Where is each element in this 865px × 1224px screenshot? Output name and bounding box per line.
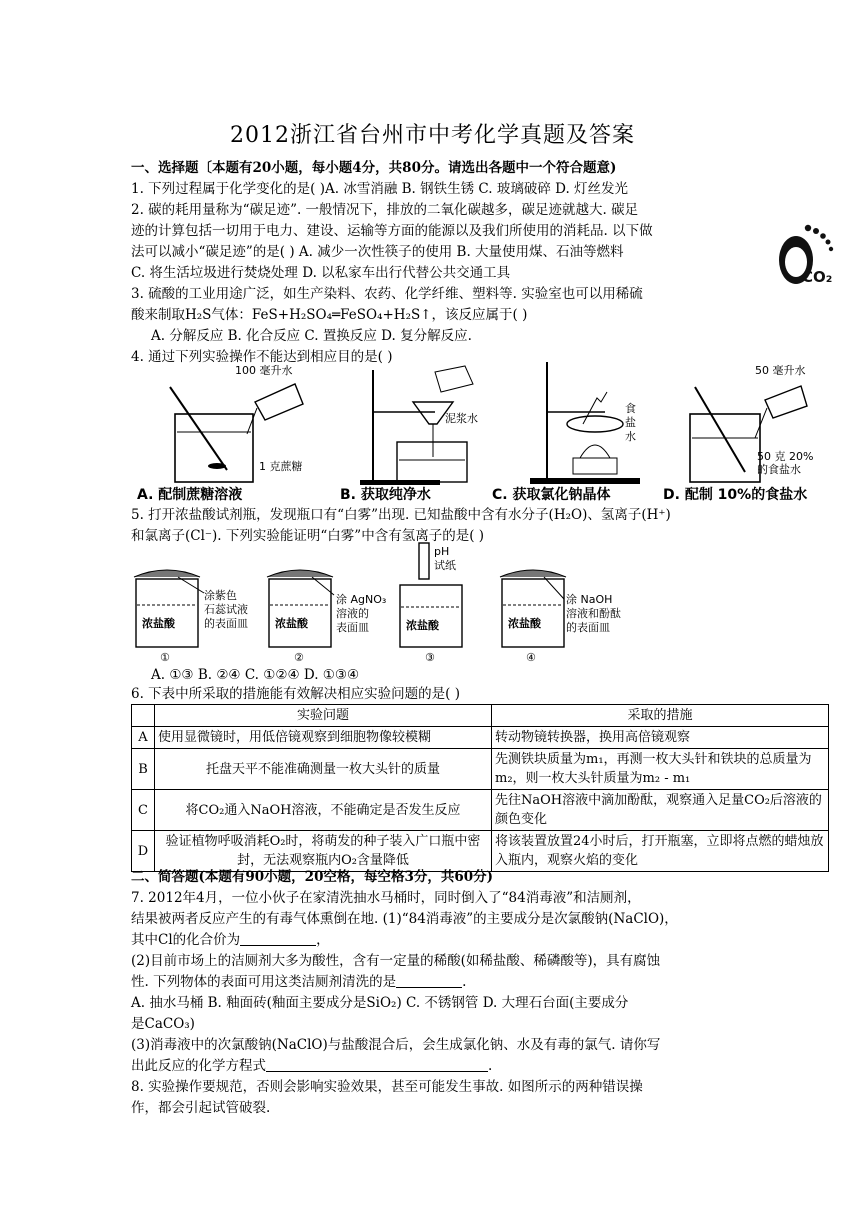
question-3-line-1: 3. 硫酸的工业用途广泛，如生产染料、农药、化学纤维、塑料等. 实验室也可以用稀硫: [131, 286, 643, 302]
beaker-2-number: ②: [294, 651, 304, 664]
question-6-stem: 6. 下表中所采取的措施能有效解决相应实验问题的是( ): [131, 686, 460, 702]
question-7-line-8: (3)消毒液中的次氯酸钠(NaClO)与盐酸混合后，会生成氯化钠、水及有毒的氯气. 请你写: [131, 1037, 661, 1053]
row-key: A: [132, 727, 155, 749]
dish-4-label-2: 溶液和酚酞: [566, 607, 621, 620]
beaker-2: [267, 570, 386, 664]
dish-2-label-2: 溶液的: [336, 607, 369, 620]
beaker-4-label: 浓盐酸: [508, 617, 541, 630]
beaker-4: [500, 570, 621, 664]
question-7-line-1: 7. 2012年4月，一位小伙子在家清洗抽水马桶时，同时倒入了“84消毒液”和洁厕剂，: [131, 890, 641, 906]
table-row: [132, 790, 829, 831]
table-header-row: [132, 705, 829, 727]
beaker-3-label: 浓盐酸: [406, 619, 439, 632]
figure-c-label-3: 水: [625, 430, 636, 443]
beaker-4-number: ④: [526, 651, 536, 664]
question-7-line-5-end: .: [462, 974, 467, 990]
table-header-measure: 采取的措施: [492, 705, 829, 727]
row-measure: 将该装置放置24小时后，打开瓶塞，立即将点燃的蜡烛放入瓶内，观察火焰的变化: [492, 831, 829, 872]
dish-2-label-1: 涂 AgNO₃: [336, 593, 387, 606]
figure-d-solution-label-1: 50 克 20%: [757, 450, 814, 463]
question-5-line-2: 和氯离子(Cl⁻). 下列实验能证明“白雾”中含有氢离子的是( ): [131, 528, 485, 544]
question-4-stem: 4. 通过下列实验操作不能达到相应目的是( ): [131, 349, 393, 365]
figure-d-solution-label-2: 的食盐水: [757, 463, 801, 476]
question-7-line-3: [131, 930, 330, 951]
answer-blank-chlorine-valence[interactable]: [240, 931, 316, 946]
dish-4-label-3: 的表面皿: [566, 621, 610, 634]
figure-d-caption: D. 配制 10%的食盐水: [663, 487, 808, 503]
question-7-line-9-text: 出此反应的化学方程式: [131, 1058, 266, 1074]
question-2-line-4: C. 将生活垃圾进行焚烧处理 D. 以私家车出行代替公共交通工具: [131, 265, 511, 281]
question-7-line-3-text: 其中Cl的化合价为: [131, 932, 241, 948]
question-7-line-4: (2)目前市场上的洁厕剂大多为酸性，含有一定量的稀酸(如稀盐酸、稀磷酸等)，具有腐蚀: [131, 953, 661, 969]
question-7-line-6: A. 抽水马桶 B. 釉面砖(釉面主要成分是SiO₂) C. 不锈钢管 D. 大理石台面(主要成分: [131, 995, 629, 1011]
question-5-line-1: 5. 打开浓盐酸试剂瓶，发现瓶口有“白雾”出现. 已知盐酸中含有水分子(H₂O)、氢离子(H⁺): [131, 507, 671, 523]
answer-blank-equation[interactable]: [266, 1057, 488, 1072]
beaker-1-label: 浓盐酸: [142, 617, 175, 630]
figure-b-caption: B. 获取纯净水: [340, 487, 431, 503]
question-4-figures: [135, 362, 835, 490]
figure-a-water-label: 100 毫升水: [235, 364, 293, 377]
figure-b-filtration: [360, 366, 478, 485]
dish-1-label-1: 涂紫色: [204, 589, 237, 602]
question-7-line-2: 结果被两者反应产生的有毒气体熏倒在地. (1)“84消毒液”的主要成分是次氯酸钠(NaClO)，: [131, 911, 678, 927]
table-row: [132, 831, 829, 872]
beaker-1: [134, 570, 248, 664]
dish-4-label-1: 涂 NaOH: [566, 593, 613, 606]
question-7-line-9-end: .: [488, 1058, 493, 1074]
beaker-3-number: ③: [425, 651, 435, 664]
question-7-line-5-text: 性. 下列物体的表面可用这类洁厕剂清洗的是: [131, 974, 397, 990]
row-measure: 转动物镜转换器，换用高倍镜观察: [492, 727, 829, 749]
question-8-line-1: 8. 实验操作要规范，否则会影响实验效果，甚至可能发生事故. 如图所示的两种错误操: [131, 1079, 643, 1095]
question-2-line-1: 2. 碳的耗用量称为“碳足迹”. 一般情况下，排放的二氧化碳越多，碳足迹就越大. 碳足: [131, 202, 639, 218]
figure-c-label-2: 盐: [625, 416, 636, 429]
row-problem: 将CO₂通入NaOH溶液，不能确定是否发生反应: [155, 790, 492, 831]
section-1-heading: 一、选择题〔本题有20小题，每小题4分，共80分。请选出各题中一个符合题意): [131, 160, 617, 176]
question-5-options: A. ①③ B. ②④ C. ①②④ D. ①③④: [151, 667, 360, 683]
question-1: 1. 下列过程属于化学变化的是( )A. 冰雪消融 B. 钢铁生锈 C. 玻璃破碎 D. 灯丝发光: [131, 181, 629, 197]
question-7-line-5: [131, 972, 466, 993]
dish-1-label-2: 石蕊试液: [204, 603, 248, 616]
row-problem: 使用显微镜时，用低倍镜观察到细胞物像较模糊: [155, 727, 492, 749]
question-6-table: [131, 704, 829, 872]
page-title: 2012浙江省台州市中考化学真题及答案: [230, 123, 635, 148]
dish-1-label-3: 的表面皿: [204, 617, 248, 630]
co2-logo-text: CO₂: [802, 268, 833, 286]
question-5-figures: [132, 543, 621, 665]
figure-d-water-label: 50 毫升水: [755, 364, 806, 377]
beaker-3: [400, 543, 462, 664]
ph-paper-label-1: pH: [434, 545, 450, 558]
question-2-line-3: 法可以减小“碳足迹”的是( ) A. 减少一次性筷子的使用 B. 大量使用煤、石油等燃料: [131, 244, 624, 260]
table-header-problem: 实验问题: [155, 705, 492, 727]
figure-b-mud-label: 泥浆水: [445, 412, 478, 425]
row-measure: 先测铁块质量为m₁，再测一枚大头针和铁块的总质量为m₂，则一枚大头针质量为m₂ - m₁: [492, 749, 829, 790]
figure-a-sugar-label: 1 克蔗糖: [259, 460, 303, 473]
row-key: B: [132, 749, 155, 790]
figure-d-dilution: [690, 363, 813, 482]
question-3-options: A. 分解反应 B. 化合反应 C. 置换反应 D. 复分解反应.: [151, 328, 472, 344]
question-7-line-9: [131, 1056, 492, 1077]
question-2-line-2: 迹的计算包括一切用于电力、建设、运输等方面的能源以及我们所使用的消耗品. 以下做: [131, 223, 653, 239]
answer-blank-cleaning[interactable]: [396, 973, 462, 988]
row-problem: 验证植物呼吸消耗O₂时，将萌发的种子装入广口瓶中密封，无法观察瓶内O₂含量降低: [155, 831, 492, 872]
figure-a-dissolve-sugar: [170, 363, 303, 482]
figure-c-caption: C. 获取氯化钠晶体: [492, 487, 611, 503]
question-3-line-2: 酸来制取H₂S气体：FeS+H₂SO₄═FeSO₄+H₂S↑，该反应属于( ): [131, 307, 528, 323]
figure-c-label-1: 食: [625, 402, 636, 415]
dish-2-label-3: 表面皿: [336, 621, 369, 634]
carbon-footprint-logo: [772, 222, 834, 290]
question-8-line-2: 作，都会引起试管破裂.: [131, 1100, 271, 1116]
question-7-line-7: 是CaCO₃): [131, 1016, 195, 1032]
beaker-1-number: ①: [160, 651, 170, 664]
figure-a-caption: A. 配制蔗糖溶液: [137, 487, 243, 503]
table-row: [132, 727, 829, 749]
row-key: C: [132, 790, 155, 831]
row-key: D: [132, 831, 155, 872]
question-7-line-3-end: ，: [316, 932, 330, 948]
table-corner: [132, 705, 155, 727]
row-measure: 先往NaOH溶液中滴加酚酞，观察通入足量CO₂后溶液的颜色变化: [492, 790, 829, 831]
beaker-2-label: 浓盐酸: [275, 617, 308, 630]
figure-c-evaporation: [530, 362, 640, 484]
row-problem: 托盘天平不能准确测量一枚大头针的质量: [155, 749, 492, 790]
section-2-heading: 二、简答题(本题有90小题，20空格，每空格3分，共60分): [131, 869, 494, 885]
ph-paper-label-2: 试纸: [434, 559, 456, 572]
table-row: [132, 749, 829, 790]
